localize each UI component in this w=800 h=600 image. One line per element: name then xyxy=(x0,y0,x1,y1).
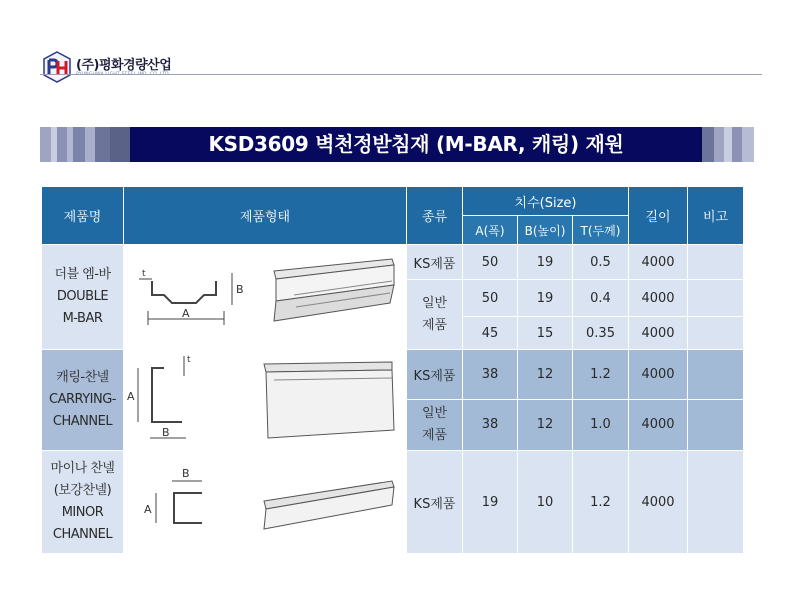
header-b: B(높이) xyxy=(518,216,573,245)
header-type: 종류 xyxy=(407,187,463,245)
table-row: 일반 제품 50 19 0.4 4000 xyxy=(42,280,744,317)
title-stripes-left xyxy=(40,127,130,162)
table-row: 마이나 찬넬 (보강찬넬) MINOR CHANNEL B A KS제품 19 10 1.2 4000 xyxy=(42,451,744,554)
table-row: 캐링-찬넬 CARRYING- CHANNEL t A B KS제품 38 12 1.2 4000 xyxy=(42,350,744,400)
header-a: A(폭) xyxy=(463,216,518,245)
page-title: KSD3609 벽천정받침재 (M-BAR, 캐링) 재원 xyxy=(208,132,624,156)
spec-table xyxy=(41,186,744,554)
label-t: t xyxy=(142,269,146,279)
header-t: T(두께) xyxy=(573,216,629,245)
label-t: t xyxy=(187,355,191,365)
header-name: 제품명 xyxy=(42,187,124,245)
header-shape: 제품형태 xyxy=(124,187,407,245)
product-shape-carrying xyxy=(124,350,407,451)
product-shape-minor xyxy=(124,451,407,554)
label-a: A xyxy=(127,390,135,403)
mbar-diagram xyxy=(124,245,406,345)
pyunghwa-logo-icon xyxy=(40,50,74,84)
label-b: B xyxy=(162,426,170,439)
header-note: 비고 xyxy=(688,187,744,245)
label-b: B xyxy=(236,283,244,296)
header-size: 치수(Size) xyxy=(463,187,629,216)
carrying-diagram xyxy=(124,350,406,446)
label-a: A xyxy=(182,307,190,320)
product-shape-mbar xyxy=(124,245,407,350)
product-name-mbar: 더블 엠-바 DOUBLE M-BAR xyxy=(42,245,124,350)
minor-diagram xyxy=(124,451,406,549)
product-name-carrying: 캐링-찬넬 CARRYING- CHANNEL xyxy=(42,350,124,451)
table-row: 일반 제품 38 12 1.0 4000 xyxy=(42,399,744,450)
header-divider xyxy=(40,74,762,75)
product-name-minor: 마이나 찬넬 (보강찬넬) MINOR CHANNEL xyxy=(42,451,124,554)
table-row: 더블 엠-바 DOUBLE M-BAR t B A KS제품 50 19 0.5 4000 xyxy=(42,245,744,280)
company-name: (주)평화경량산업 xyxy=(76,58,172,73)
table-row: 45 15 0.35 4000 xyxy=(42,317,744,350)
label-b: B xyxy=(182,467,190,480)
header-length: 길이 xyxy=(629,187,688,245)
label-a: A xyxy=(144,503,152,516)
company-header xyxy=(40,50,760,80)
title-stripes-right xyxy=(702,127,754,162)
